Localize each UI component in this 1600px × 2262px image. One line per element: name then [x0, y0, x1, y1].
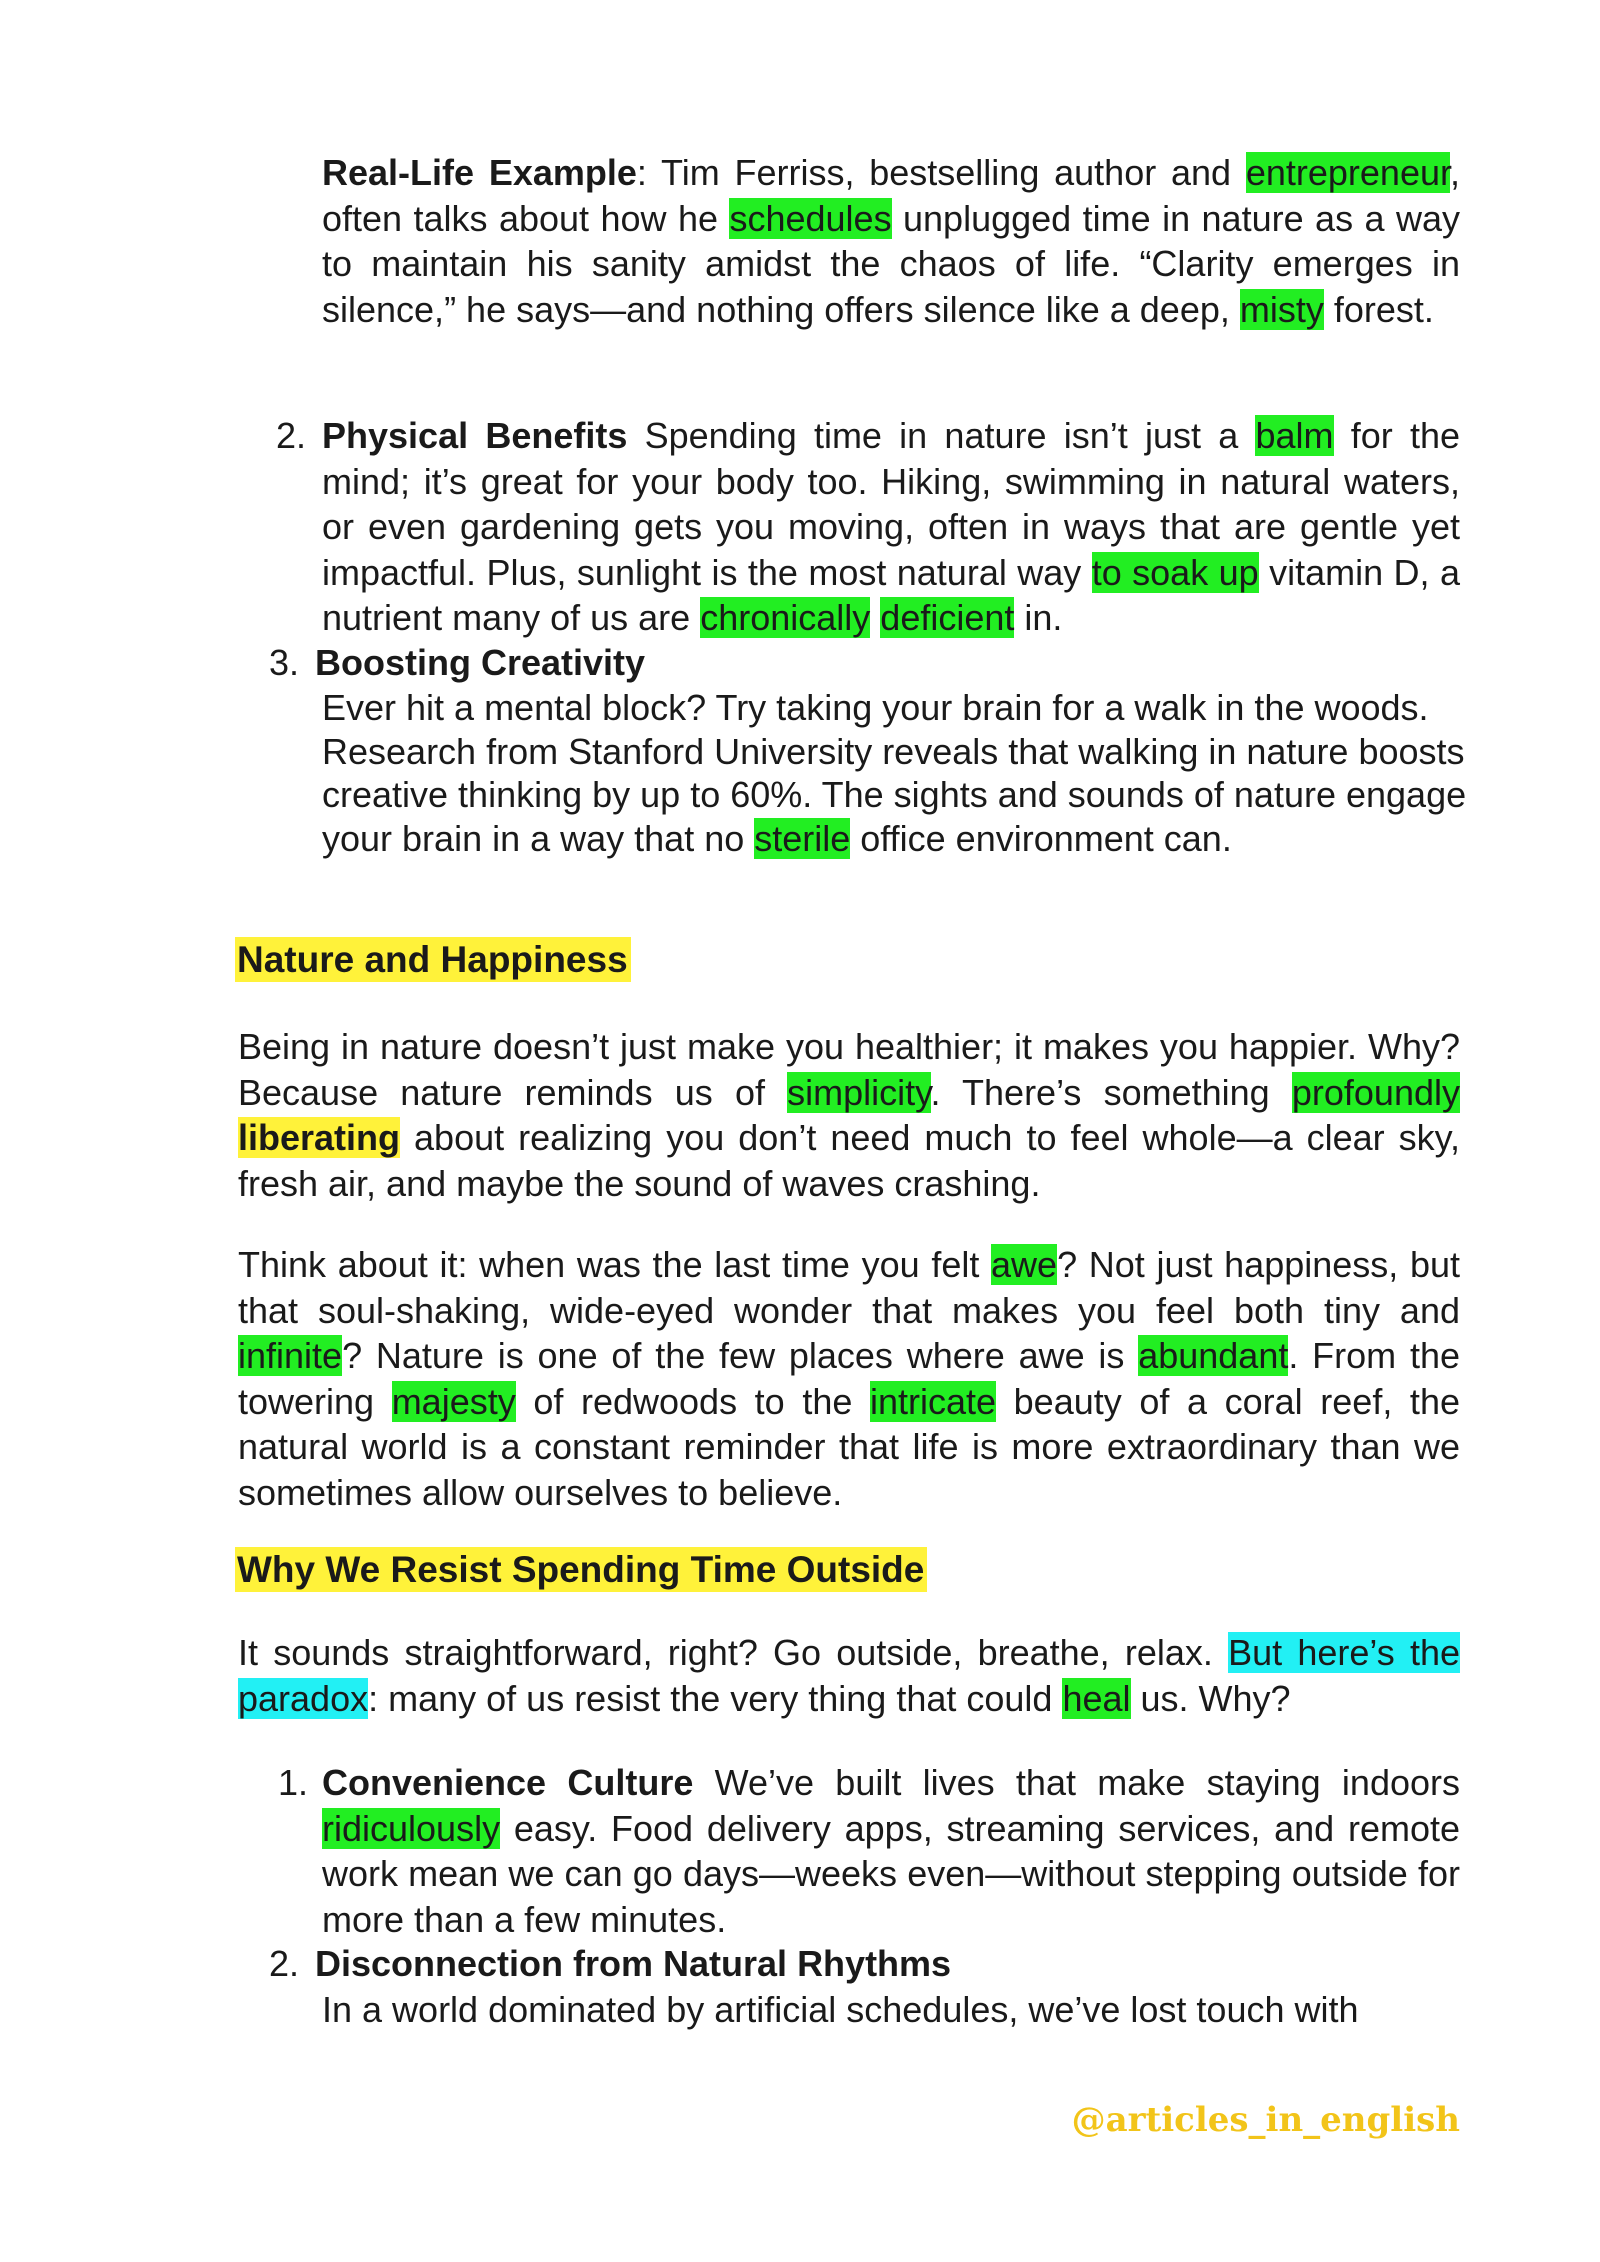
highlighted-word: balm	[1255, 415, 1334, 456]
text-run: vitamin D, a nutrient many of us are	[322, 551, 1460, 638]
text-run: , often talks about how he	[322, 152, 1461, 239]
text-run: : many of us resist the very thing that could	[368, 1677, 1063, 1719]
highlighted-word: to soak up	[1091, 551, 1259, 593]
list-item-title: Boosting Creativity	[315, 642, 646, 683]
text-run: forest.	[1323, 288, 1434, 330]
text-run: We’ve built lives that make staying indoors	[693, 1762, 1460, 1803]
highlighted-word: entrepreneur	[1245, 152, 1450, 193]
list-item-title: Physical Benefits	[322, 415, 628, 456]
watermark-handle: @articles_in_english	[1071, 2100, 1460, 2140]
highlighted-word: misty	[1239, 288, 1324, 330]
happiness-paragraph-1	[238, 1024, 1460, 1206]
list-number: 2.	[275, 415, 306, 456]
text-run: ? Not just happiness, but that soul-shaking, wide-eyed wonder that makes you feel both tiny and	[238, 1244, 1460, 1331]
text-run: ? Nature is one of the few places where awe is	[342, 1335, 1139, 1376]
highlighted-word: simplicity	[787, 1071, 931, 1113]
text-run: office environment can.	[850, 817, 1232, 859]
text-run: us. Why?	[1130, 1677, 1291, 1719]
list-item-title: Convenience Culture	[322, 1762, 694, 1803]
text-run: It sounds straightforward, right? Go outside, breathe, relax.	[238, 1632, 1229, 1673]
text-run: Ever hit a mental block? Try taking your brain for a walk in the woods. Research from Stanford University reveals that walking in nature boosts creative thinking by up to 60%. The sights and sounds of nature engage your brain in a way that no	[322, 687, 1467, 859]
highlighted-word: schedules	[729, 197, 892, 239]
happiness-paragraph-2	[238, 1242, 1460, 1515]
text-run: for the mind; it’s great for your body too. Hiking, swimming in natural waters, or even gardening gets you moving, often in ways that are gentle yet impactful. Plus, sunlight is the most natural way	[322, 415, 1461, 593]
example-colon: :	[636, 152, 647, 193]
heading-text: Why We Resist Spending Time Outside	[235, 1547, 927, 1592]
text-run: Spending time in nature isn’t just a	[627, 415, 1256, 456]
list-item-title-line	[315, 1941, 1460, 1987]
highlighted-word: awe	[991, 1244, 1058, 1285]
list-item-convenience-culture	[322, 1760, 1460, 1942]
text-run: about realizing you don’t need much to feel whole—a clear sky, fresh air, and maybe the sound of waves crashing.	[238, 1117, 1460, 1204]
text-run: Tim Ferriss, bestselling author and	[646, 152, 1246, 193]
text-run: easy. Food delivery apps, streaming services, and remote work mean we can go days—weeks even—without stepping outside for more than a few minutes.	[322, 1807, 1460, 1940]
text-run: Being in nature doesn’t just make you healthier; it makes you happier. Why? Because nature reminds us of	[238, 1026, 1460, 1113]
text-run: . From the towering	[238, 1335, 1460, 1422]
list-item-disconnection	[322, 1987, 1460, 2033]
text-run: unplugged time in nature as a way to maintain his sanity amidst the chaos of life. “Clarity emerges in silence,” he says—and nothing offers silence like a deep,	[322, 197, 1460, 330]
section-heading-why-we-resist	[235, 1547, 927, 1593]
highlighted-word: ridiculously	[322, 1807, 501, 1849]
highlighted-word: heal	[1062, 1677, 1131, 1719]
resist-paragraph	[238, 1630, 1460, 1721]
text-run: In a world dominated by artificial schedules, we’ve lost touch with	[322, 1989, 1359, 2030]
text-run: . There’s something	[930, 1071, 1292, 1113]
list-item-physical-benefits	[322, 413, 1460, 641]
list-item-boosting-creativity	[322, 686, 1482, 860]
highlighted-word: infinite	[238, 1335, 343, 1376]
list-item-title-line	[315, 640, 1460, 686]
highlighted-phrase: But here’s the paradox	[238, 1632, 1461, 1719]
example-label: Real-Life Example	[322, 152, 637, 193]
highlighted-word: majesty	[391, 1380, 516, 1422]
highlighted-word: profoundly	[1291, 1071, 1460, 1113]
text-run: Think about it: when was the last time you felt	[238, 1244, 992, 1285]
text-run: of redwoods to the	[515, 1380, 870, 1422]
highlighted-word: deficient	[880, 597, 1015, 638]
section-heading-nature-happiness	[235, 937, 631, 983]
highlighted-word: abundant	[1138, 1335, 1289, 1376]
highlighted-word: chronically	[700, 597, 871, 638]
text-run: beauty of a coral reef, the natural world is a constant reminder that life is more extraordinary than we sometimes allow ourselves to believe.	[238, 1380, 1460, 1513]
highlighted-word: liberating	[238, 1117, 401, 1158]
highlighted-word: intricate	[869, 1380, 997, 1422]
list-item-title: Disconnection from Natural Rhythms	[315, 1943, 952, 1984]
text-run	[870, 597, 880, 638]
text-run: in.	[1014, 597, 1063, 638]
real-life-example-paragraph	[322, 150, 1460, 332]
list-number: 2.	[268, 1943, 299, 1984]
list-number: 1.	[277, 1762, 308, 1803]
list-number: 3.	[268, 642, 299, 683]
heading-text: Nature and Happiness	[235, 937, 631, 982]
highlighted-word: sterile	[754, 817, 851, 859]
